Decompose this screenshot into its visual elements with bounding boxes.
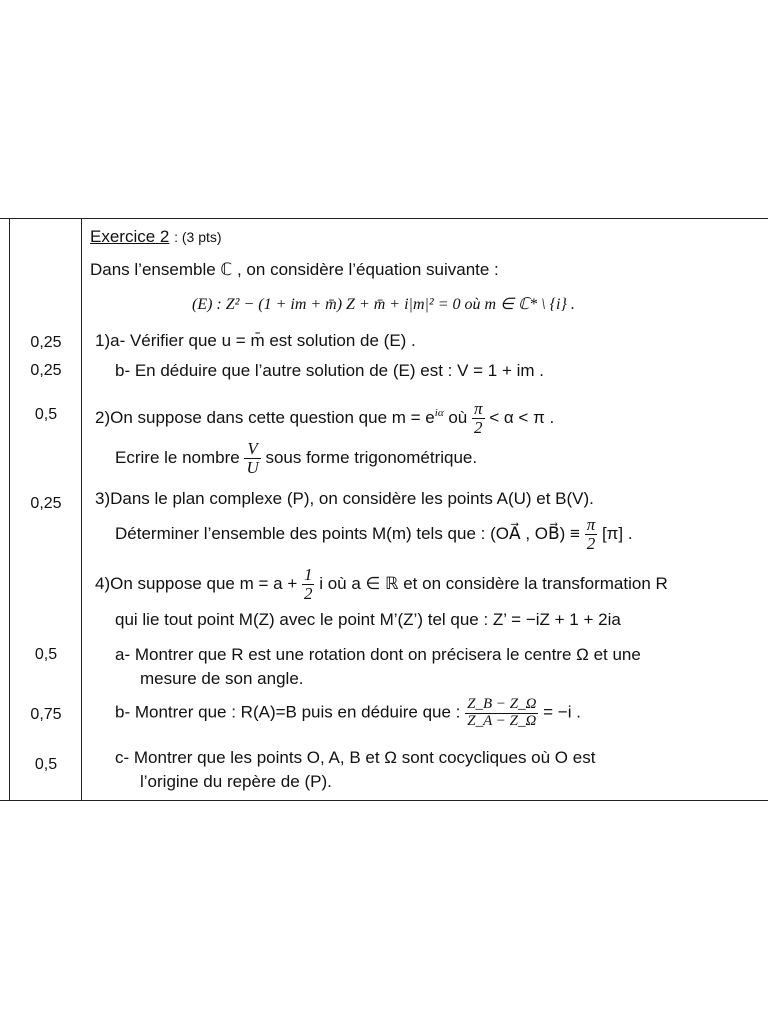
q4-frac-num: 1	[303, 565, 313, 584]
q2-exponent: iα	[434, 407, 444, 420]
q3-frac-num: π	[586, 515, 596, 534]
question-4c-line2: l’origine du repère de (P).	[140, 772, 332, 791]
q2-frac-num: π	[473, 399, 483, 418]
points-q4b: 0,75	[30, 706, 62, 723]
q4b-frac-num: Z_B − Z_Ω	[467, 696, 537, 712]
exercise-title: Exercice 2	[90, 227, 170, 246]
points-q4c: 0,5	[34, 756, 58, 773]
q3-fraction	[585, 516, 598, 553]
q2-frac-den: 2	[473, 417, 483, 437]
q4b-fraction	[465, 697, 538, 730]
question-4a-line2: mesure de son angle.	[140, 669, 304, 688]
q4-line1-prefix: 4)On suppose que m = a +	[95, 573, 302, 593]
q2-line2-suffix: sous forme trigonométrique.	[260, 447, 478, 467]
bottom-border	[0, 800, 768, 801]
q2-mid: où	[443, 407, 472, 427]
points-q1b: 0,25	[30, 362, 62, 379]
question-4a-line1: a- Montrer que R est une rotation dont on précisera le centre Ω et une	[115, 645, 641, 664]
q4b-suffix: = −i .	[538, 702, 581, 722]
main-equation: (E) : Z² − (1 + im + m̄) Z + m̄ + i|m|² = 0 où m ∈ ℂ* \ {i} .	[192, 296, 575, 313]
points-q4a: 0,5	[34, 646, 58, 663]
question-2	[95, 400, 554, 437]
question-2-line2	[115, 440, 477, 477]
q2-line2-frac-den: U	[246, 457, 259, 477]
q4-fraction	[302, 566, 315, 603]
question-3-line1: 3)Dans le plan complexe (P), on considère les points A(U) et B(V).	[95, 489, 594, 508]
exercise-intro: Dans l’ensemble ℂ , on considère l’équation suivante :	[90, 260, 499, 279]
question-4-line1	[95, 566, 668, 603]
question-1a: 1)a- Vérifier que u = m̄ est solution de (E) .	[95, 331, 416, 350]
points-q2: 0,5	[34, 406, 58, 423]
points-q3: 0,25	[30, 495, 62, 512]
q2-line2-fraction	[244, 440, 260, 477]
q2-line2-frac-num: V	[244, 440, 260, 459]
points-q1a: 0,25	[30, 334, 62, 351]
q3-line2-suffix: [π] .	[597, 523, 633, 543]
question-4-line2: qui lie tout point M(Z) avec le point M’(Z’) tel que : Z’ = −iZ + 1 + 2ia	[115, 610, 621, 629]
exercise-points: : (3 pts)	[174, 229, 222, 245]
top-border	[0, 218, 768, 219]
question-4b	[115, 697, 581, 730]
q3-line2-prefix: Déterminer l’ensemble des points M(m) tels que : (OA⃗ , OB⃗) ≡	[115, 523, 585, 543]
q2-line2-prefix: Ecrire le nombre	[115, 447, 245, 467]
q2-prefix: 2)On suppose dans cette question que m = e	[95, 407, 435, 427]
q4b-prefix: b- Montrer que : R(A)=B puis en déduire que :	[115, 702, 466, 722]
q2-suffix: < α < π .	[484, 407, 555, 427]
q4-frac-den: 2	[303, 583, 313, 603]
question-3-line2	[115, 516, 633, 553]
q4-line1-suffix: i où a ∈ ℝ et on considère la transformation R	[314, 573, 668, 593]
question-1b: b- En déduire que l’autre solution de (E) est : V = 1 + im .	[115, 361, 545, 380]
q4b-frac-den: Z_A − Z_Ω	[467, 712, 537, 729]
question-4c-line1: c- Montrer que les points O, A, B et Ω sont cocycliques où O est	[115, 748, 596, 767]
q2-fraction	[472, 400, 485, 437]
exercise-header	[90, 227, 222, 247]
q3-frac-den: 2	[586, 533, 596, 553]
